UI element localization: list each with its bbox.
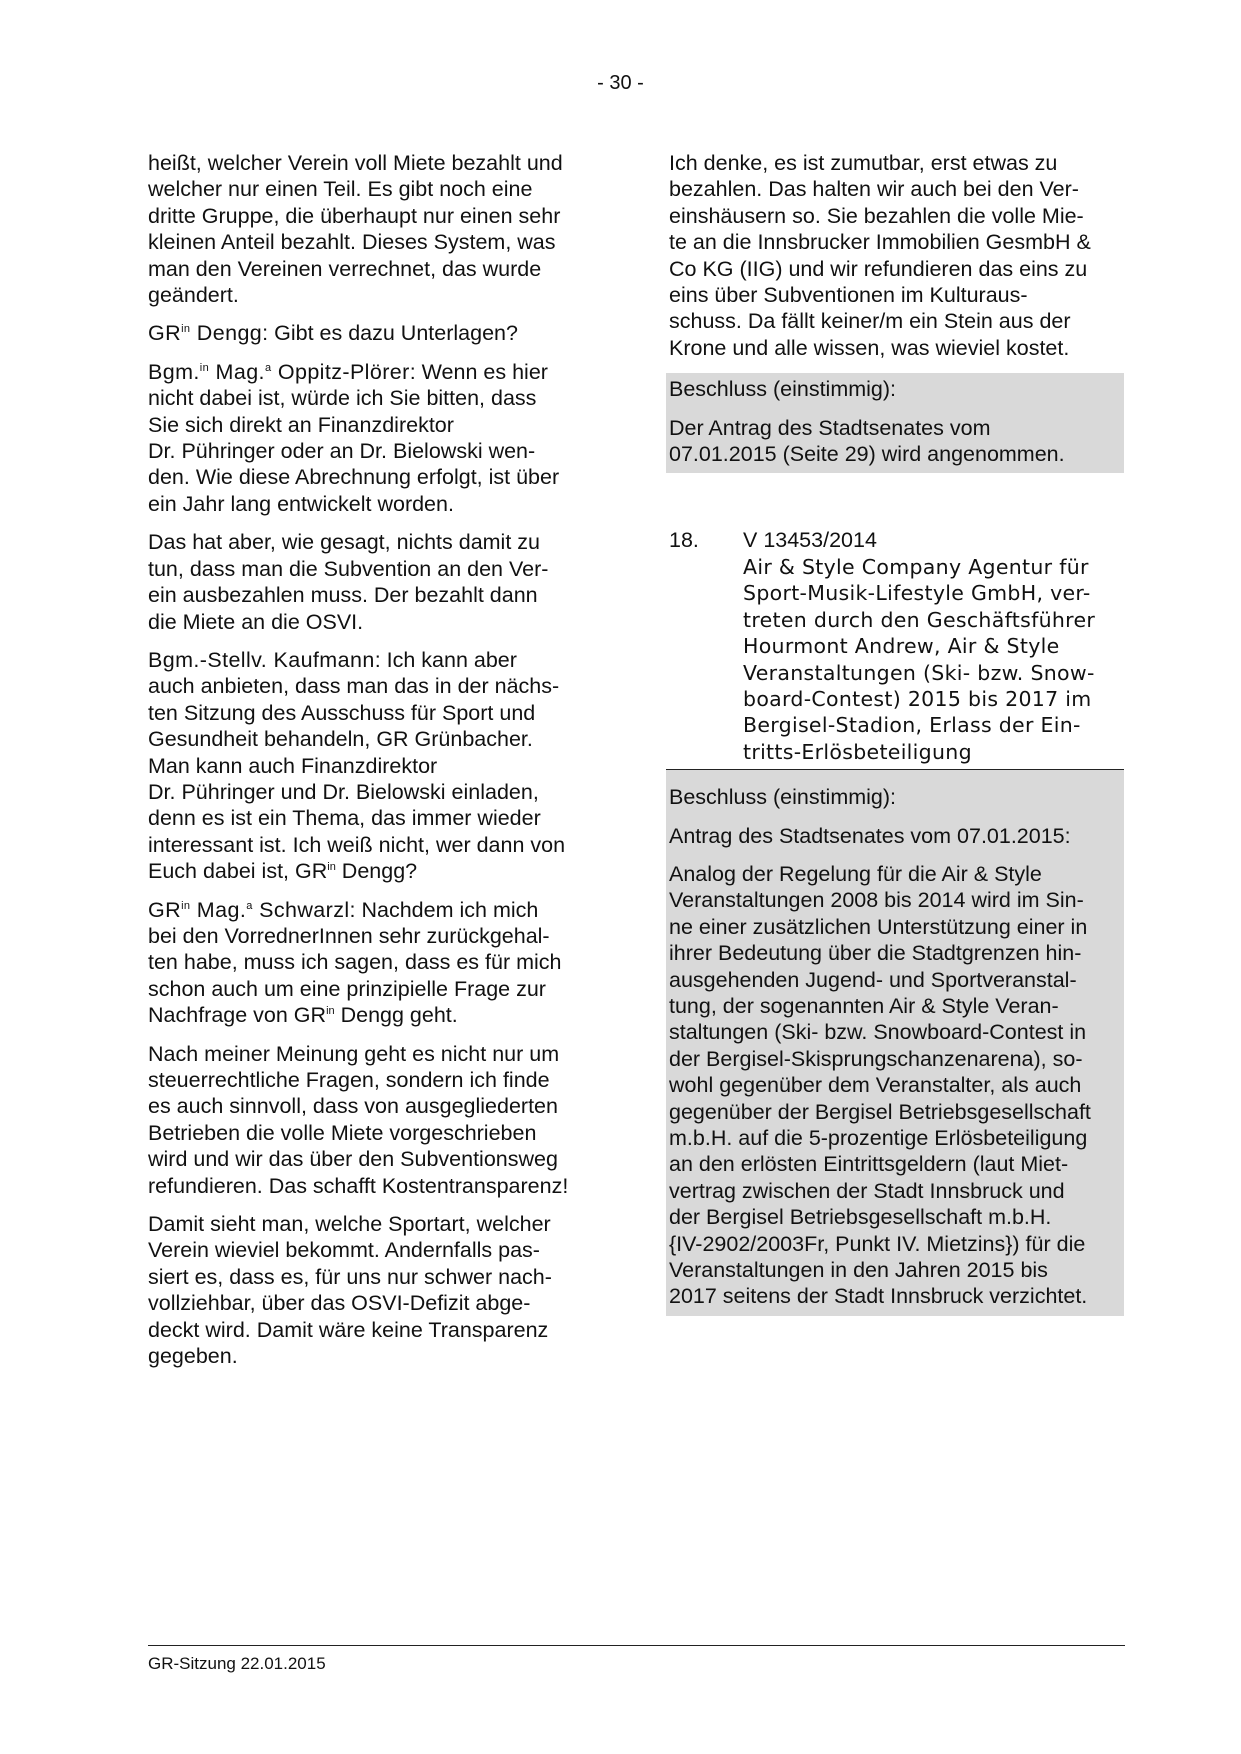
decision-text: Analog der Regelung für die Air & Style Veranstaltungen 2008 bis 2014 wird im Sin- ne einer zusätzlichen Unterstützung einer in ihrer Bedeutung über die Stadtgrenzen hin- ausgehenden Jugend- und Sportveranstal- tung, der sogenannten Air & Style Veran- staltungen (Ski- bzw. Snowboard-Contest in der Bergisel-Skisprungschanzenarena), so- wohl gegenüber dem Veranstalter, als auch gegenüber der Bergisel Betriebsgesellschaft m.b.H. auf die 5-prozentige Erlösbeteiligung an den erlösten Eintrittsgeldern (laut Miet- vertrag zwischen der Stadt Innsbruck und der Bergisel Betriebsgesellschaft m.b.H. {IV-2902/2003Fr, Punkt IV. Mietzins}) für die Veranstaltungen in den Jahren 2015 bis 2017 seitens der Stadt Innsbruck verzichtet. <box>669 861 1091 1309</box>
agenda-item-title: Air & Style Company Agentur für Sport-Musik-Lifestyle GmbH, ver- treten durch den Geschäftsführer Hourmont Andrew, Air & Style Veranstaltungen (Ski- bzw. Snow- board-Contest) 2015 bis 2017 im Bergisel-Stadion, Erlass der Ein- tritts-Erlösbeteiligung <box>743 554 1096 764</box>
paragraph: Nach meiner Meinung geht es nicht nur um steuerrechtliche Fragen, sondern ich finde es auch sinnvoll, dass von ausgegliederten Betrieben die volle Miete vorgeschrieben wird und wir das über den Subventionsweg refundieren. Das schafft Kostentransparenz! <box>148 1041 569 1198</box>
speaker-name: Bgm.-Stellv. Kaufmann <box>148 647 375 672</box>
decision-box <box>666 770 1124 1316</box>
page-number: - 30 - <box>597 72 644 94</box>
paragraph: Das hat aber, wie gesagt, nichts damit zu tun, dass man die Subvention an den Ver- ein ausbezahlen muss. Der bezahlt dann die Miete an die OSVI. <box>148 530 549 634</box>
decision-heading: Beschluss (einstimmig): <box>669 785 896 810</box>
decision-subheading: Antrag des Stadtsenates vom 07.01.2015: <box>669 823 1071 848</box>
speech-paragraph: $GR^{in}$ Dengg: Gibt es dazu Unterlagen? <box>148 321 518 346</box>
agenda-item-header <box>669 527 1121 553</box>
right-column <box>669 150 1121 1316</box>
footer: GR-Sitzung 22.01.2015 <box>148 1645 1125 1674</box>
agenda-item-ref: V 13453/2014 <box>743 528 877 553</box>
speaker-name: $GR^{in}$ Dengg <box>148 321 263 346</box>
decision-box <box>666 373 1124 473</box>
speaker-name: $GR^{in}$ Mag.$^a$ Schwarzl <box>148 897 350 922</box>
decision-text: Der Antrag des Stadtsenates vom 07.01.2015 (Seite 29) wird angenommen. <box>669 415 1065 467</box>
speech-paragraph: $GR^{in}$ Mag.$^a$ Schwarzl: Nachdem ich mich bei den VorrednerInnen sehr zurückgehal- ten habe, muss ich sagen, dass es für mich schon auch um eine prinzipielle Frage zur Nachfrage von $GR^{in}$ Dengg geht. <box>148 897 562 1028</box>
speech-paragraph: Bgm.-Stellv. Kaufmann: Ich kann aber auch anbieten, dass man das in der nächs- ten Sitzung des Ausschuss für Sport und Gesundheit behandeln, GR Grünbacher. Man kann auch Finanzdirektor Dr. Pühringer und Dr. Bielowski einladen, denn es ist ein Thema, das immer wieder interessant ist. Ich weiß nicht, wer dann von Euch dabei ist, $GR^{in}$ Dengg? <box>148 647 566 884</box>
paragraph: Ich denke, es ist zumutbar, erst etwas zu bezahlen. Das halten wir auch bei den Ver- einshäusern so. Sie bezahlen die volle Mie- te an die Innsbrucker Immobilien GesmbH & Co KG (IIG) und wir refundieren das eins zu eins über Subventionen im Kulturaus- schuss. Da fällt keiner/m ein Stein aus der Krone und alle wissen, was wieviel kostet. <box>669 151 1091 360</box>
speaker-name: Bgm.$^{in}$ Mag.$^a$ Oppitz-Plörer <box>148 359 410 384</box>
paragraph: heißt, welcher Verein voll Miete bezahlt und welcher nur einen Teil. Es gibt noch eine dritte Gruppe, die überhaupt nur einen sehr kleinen Anteil bezahlt. Dieses System, was man den Vereinen verrechnet, das wurde geändert. <box>148 151 563 308</box>
speech-paragraph: Bgm.$^{in}$ Mag.$^a$ Oppitz-Plörer: Wenn es hier nicht dabei ist, würde ich Sie bitten, dass Sie sich direkt an Finanzdirektor Dr. Pühringer oder an Dr. Bielowski wen- den. Wie diese Abrechnung erfolgt, ist über ein Jahr lang entwickelt worden. <box>148 359 560 516</box>
decision-heading: Beschluss (einstimmig): <box>669 377 896 402</box>
left-column <box>148 150 600 1381</box>
agenda-item-number: 18. <box>669 528 699 553</box>
paragraph: Damit sieht man, welche Sportart, welcher Verein wieviel bekommt. Andernfalls pas- siert es, dass es, für uns nur schwer nach- vollziehbar, über das OSVI-Defizit abge- deckt wird. Damit wäre keine Transparenz gegeben. <box>148 1212 552 1369</box>
